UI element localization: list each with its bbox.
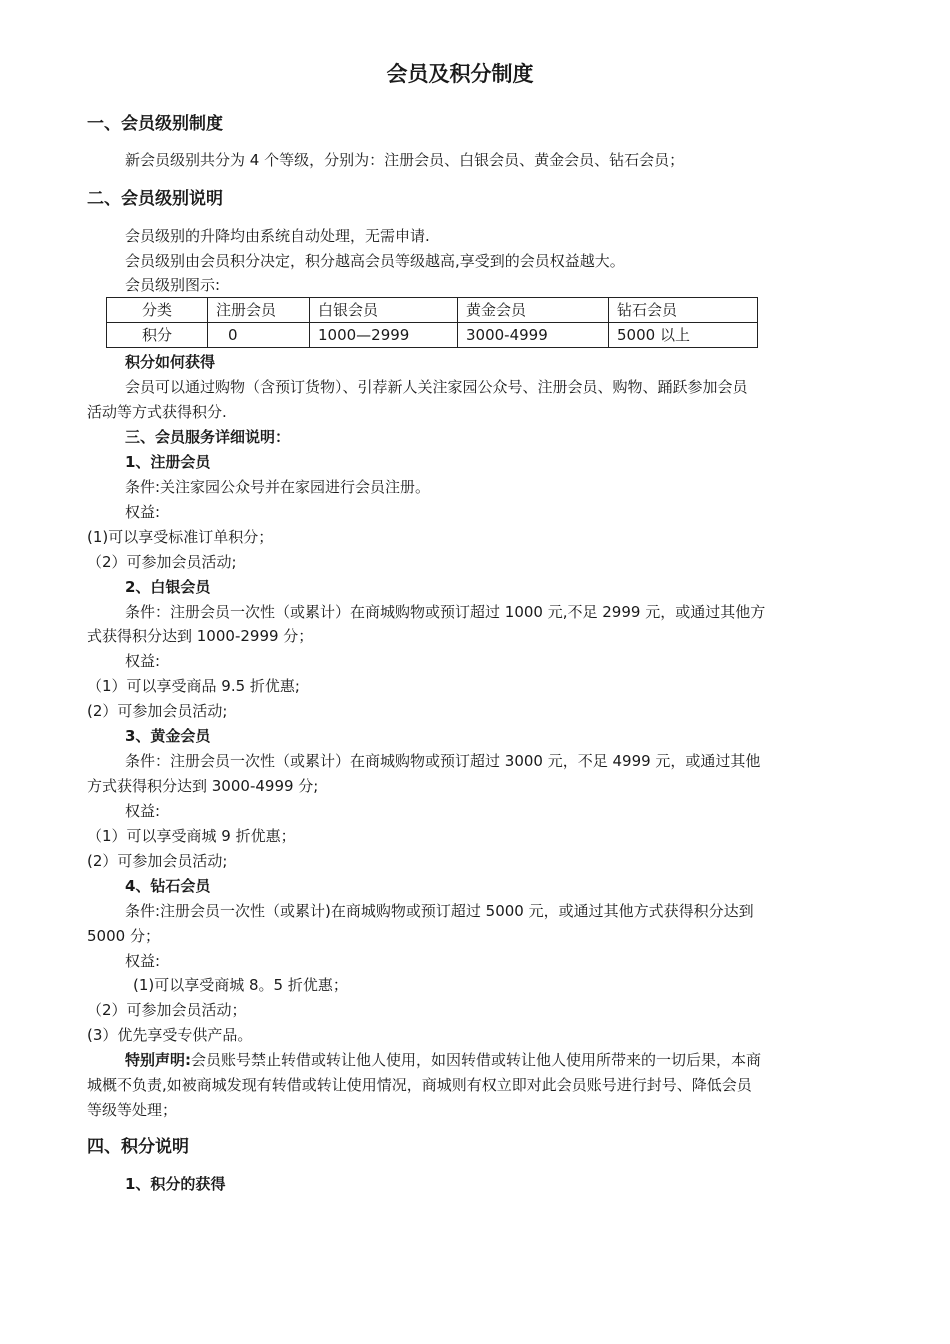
list-item: （1）可以享受商品 9.5 折优惠; [87,677,300,695]
subheading-gold-member: 3、黄金会员 [125,727,211,745]
section-heading-member-levels: 一、会员级别制度 [87,114,223,134]
table-cell: 3000-4999 [458,323,609,348]
table-cell: 1000—2999 [310,323,458,348]
paragraph-special-notice-3: 等级等处理； [87,1101,178,1119]
table-cell: 分类 [107,298,208,323]
list-item: (3）优先享受专供产品。 [87,1026,253,1044]
label-registered-rights: 权益: [125,503,161,521]
paragraph-earn-methods-2: 活动等方式获得积分. [87,403,227,421]
label-diamond-rights: 权益: [125,952,161,970]
paragraph-special-notice-2: 城概不负责,如被商城发现有转借或转让使用情况，商城则有权立即对此会员账号进行封号、降低会员 [87,1076,752,1094]
list-item: （2）可参加会员活动； [87,1001,247,1019]
table-cell: 注册会员 [208,298,310,323]
special-notice-text: 会员账号禁止转借或转让他人使用，如因转借或转让他人使用所带来的一切后果，本商 [191,1051,762,1069]
paragraph-level-chart-label: 会员级别图示: [125,276,221,294]
paragraph-level-overview: 新会员级别共分为 4 个等级，分别为：注册会员、白银会员、黄金会员、钻石会员； [125,151,685,169]
section-heading-member-services: 三、会员服务详细说明： [125,428,291,446]
list-item: (1)可以享受标准订单积分； [87,528,274,546]
paragraph-earn-methods-1: 会员可以通过购物（含预订货物）、引荐新人关注家园公众号、注册会员、购物、踊跃参加会员 [125,378,748,396]
paragraph-points-decide-level: 会员级别由会员积分决定，积分越高会员等级越高,享受到的会员权益越大。 [125,252,625,270]
paragraph-registered-condition: 条件:关注家园公众号并在家园进行会员注册。 [125,478,431,496]
paragraph-silver-condition-2: 式获得积分达到 1000-2999 分； [87,627,314,645]
label-silver-rights: 权益: [125,652,161,670]
list-item: (1)可以享受商城 8。5 折优惠； [133,976,348,994]
list-item: (2）可参加会员活动; [87,702,228,720]
subheading-registered-member: 1、注册会员 [125,453,211,471]
table-cell: 钻石会员 [609,298,758,323]
table-cell: 积分 [107,323,208,348]
paragraph-auto-processing: 会员级别的升降均由系统自动处理，无需申请. [125,227,430,245]
paragraph-diamond-condition-2: 5000 分； [87,927,160,945]
subheading-points-earning: 1、积分的获得 [125,1175,226,1193]
table-cell: 黄金会员 [458,298,609,323]
table-cell: 0 [208,323,310,348]
label-gold-rights: 权益: [125,802,161,820]
paragraph-gold-condition-1: 条件：注册会员一次性（或累计）在商城购物或预订超过 3000 元，不足 4999 元，或通过其他 [125,752,761,770]
document-title: 会员及积分制度 [386,62,534,86]
table-cell: 5000 以上 [609,323,758,348]
list-item: （1）可以享受商城 9 折优惠； [87,827,296,845]
section-heading-points-explanation: 四、积分说明 [87,1137,189,1157]
list-item: (2）可参加会员活动; [87,852,228,870]
subheading-silver-member: 2、白银会员 [125,578,211,596]
level-points-table [106,297,758,348]
list-item: （2）可参加会员活动; [87,553,237,571]
paragraph-silver-condition-1: 条件：注册会员一次性（或累计）在商城购物或预订超过 1000 元,不足 2999 元，或通过其他方 [125,603,766,621]
subheading-diamond-member: 4、钻石会员 [125,877,211,895]
special-notice-label: 特别声明: [125,1051,191,1069]
paragraph-diamond-condition-1: 条件:注册会员一次性（或累计)在商城购物或预订超过 5000 元，或通过其他方式获得积分达到 [125,902,754,920]
table-row [107,298,758,323]
section-heading-level-explanation: 二、会员级别说明 [87,189,223,209]
paragraph-special-notice-1 [87,1048,875,1073]
table-row [107,323,758,348]
paragraph-gold-condition-2: 方式获得积分达到 3000-4999 分; [87,777,319,795]
table-cell: 白银会员 [310,298,458,323]
subheading-how-to-earn: 积分如何获得 [125,353,216,371]
